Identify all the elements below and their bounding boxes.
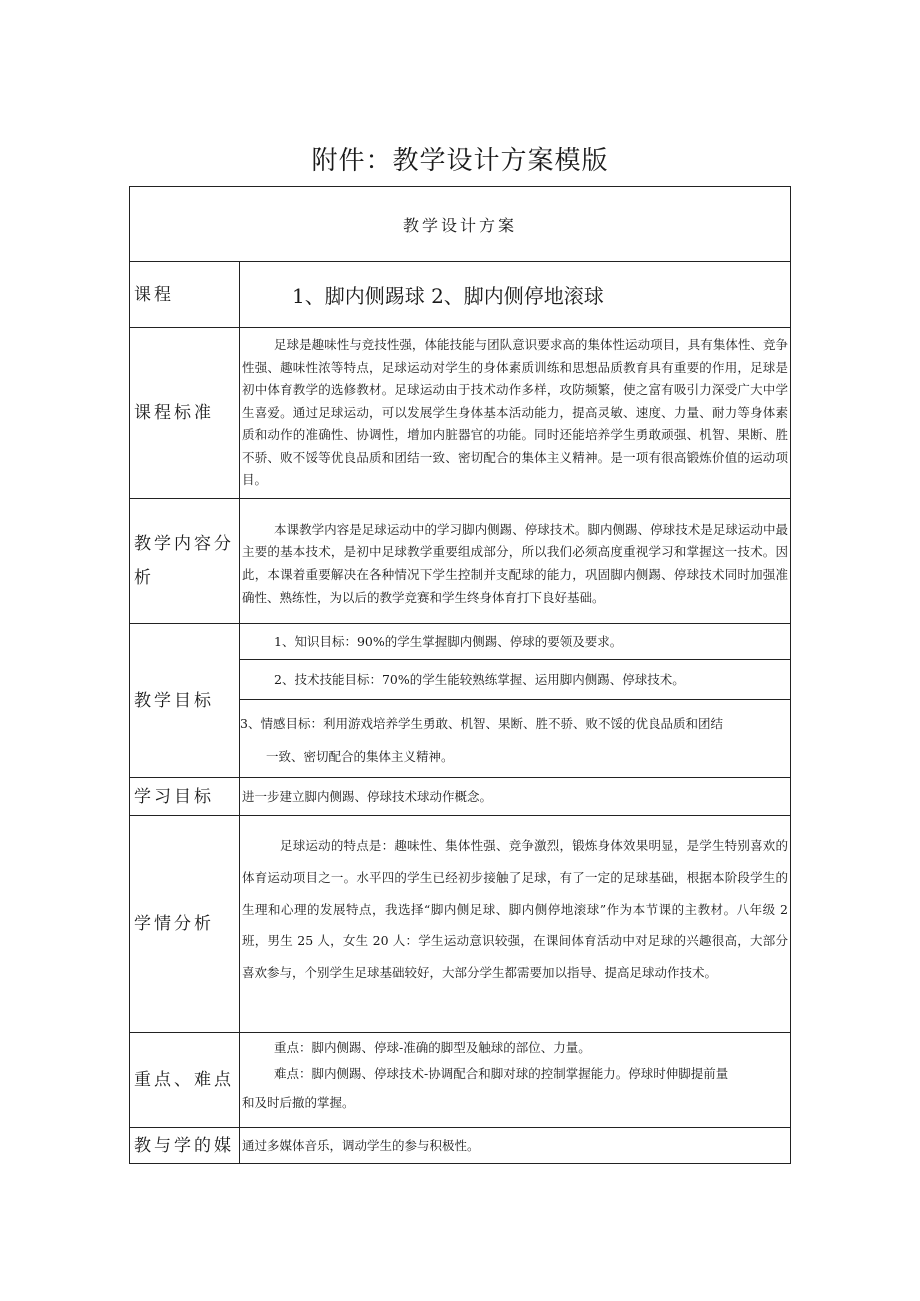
learner-analysis-text: 足球运动的特点是：趣味性、集体性强、竞争激烈，锻炼身体效果明显，是学生特别喜欢的体育运动项目之一。水平四的学生已经初步接触了足球，有了一定的足球基础，根据本阶段学生的生理和心理的发展特点，我选择“脚内侧足球、脚内侧停地滚球”作为本节课的主教材。八年级 2 班，男生 25 人，女生 20 人：学生运动意识较强，在课间体育活动中对足球的兴趣很高，大部分喜欢参与，个别学生足球基础较好，大部分学生都需要加以指导、提高足球动作技术。 (242, 838, 789, 981)
content-analysis-cell (240, 499, 791, 624)
standard-text: 足球是趣味性与竞技性强，体能技能与团队意识要求高的集体性运动项目，具有集体性、竞争性强、趣味性浓等特点，足球运动对学生的身体素质训练和思想品质教育具有重要的作用，足球是初中体育教学的选修教材。足球运动由于技术动作多样，攻防频繁，使之富有吸引力深受广大中学生喜爱。通过足球运动，可以发展学生身体基本活动能力，提高灵敏、速度、力量、耐力等身体素质和动作的准确性、协调性，增加内脏器官的功能。同时还能培养学生勇敢顽强、机智、果断、胜不骄、败不馁等优良品质和团结一致、密切配合的集体主义精神。是一项有很高锻炼价值的运动项目。 (242, 336, 789, 488)
teaching-goals-label: 教学目标 (130, 624, 240, 778)
content-analysis-text: 本课教学内容是足球运动中的学习脚内侧踢、停球技术。脚内侧踢、停球技术是足球运动中最主要的基本技术，是初中足球教学重要组成部分，所以我们必须高度重视学习和掌握这一技术。因此，本课着重要解决在各种情况下学生控制并支配球的能力，巩固脚内侧踢、停球技术同时加强准确性、熟练性，为以后的教学竞赛和学生终身体育打下良好基础。 (242, 521, 789, 605)
goals-row-1 (130, 624, 791, 660)
standard-cell (240, 328, 791, 499)
learning-goals-text: 进一步建立脚内侧踢、停球技术球动作概念。 (242, 788, 493, 804)
content-analysis-row (130, 499, 791, 624)
goal-1: 1、知识目标：90%的学生掌握脚内侧踢、停球的要领及要求。 (274, 633, 623, 649)
difficulty-line-1: 难点：脚内侧踢、停球技术-协调配合和脚对球的控制掌握能力。停球时伸脚提前量 (274, 1066, 729, 1081)
course-row (130, 262, 791, 328)
goal-3-line-1: 3、情感目标：利用游戏培养学生勇敢、机智、果断、胜不骄、败不馁的优良品质和团结 (240, 715, 723, 731)
goal-1-cell (240, 624, 791, 660)
course-label: 课程 (130, 262, 240, 328)
learning-goals-cell (240, 778, 791, 816)
media-row (130, 1128, 791, 1164)
content-analysis-label: 教学内容分析 (130, 499, 240, 624)
key-points-cell (240, 1033, 791, 1128)
media-label: 教与学的媒 (130, 1128, 240, 1164)
media-text: 通过多媒体音乐，调动学生的参与积极性。 (242, 1137, 480, 1153)
learning-goals-row (130, 778, 791, 816)
key-points-row (130, 1033, 791, 1128)
page-title: 附件：教学设计方案模版 (311, 146, 609, 176)
plan-header-row (130, 187, 791, 262)
goal-2-cell (240, 660, 791, 700)
standard-row (130, 328, 791, 499)
goal-3-cell (240, 700, 791, 778)
learner-analysis-cell (240, 816, 791, 1033)
learning-goals-label: 学习目标 (130, 778, 240, 816)
goal-3-line-2: 一致、密切配合的集体主义精神。 (266, 748, 454, 764)
standard-label: 课程标准 (130, 328, 240, 499)
media-cell (240, 1128, 791, 1164)
course-value: 1、脚内侧踢球 2、脚内侧停地滚球 (240, 262, 791, 328)
difficulty-line-2: 和及时后撤的掌握。 (242, 1095, 355, 1110)
key-point-text: 重点：脚内侧踢、停球-准确的脚型及触球的部位、力量。 (274, 1040, 591, 1055)
learner-analysis-row (130, 816, 791, 1033)
learner-analysis-label: 学情分析 (130, 816, 240, 1033)
key-points-label: 重点、难点 (130, 1033, 240, 1128)
plan-header: 教学设计方案 (130, 187, 791, 262)
goal-2: 2、技术技能目标：70%的学生能较熟练掌握、运用脚内侧踢、停球技术。 (274, 671, 685, 687)
teaching-plan-table (129, 186, 791, 1164)
